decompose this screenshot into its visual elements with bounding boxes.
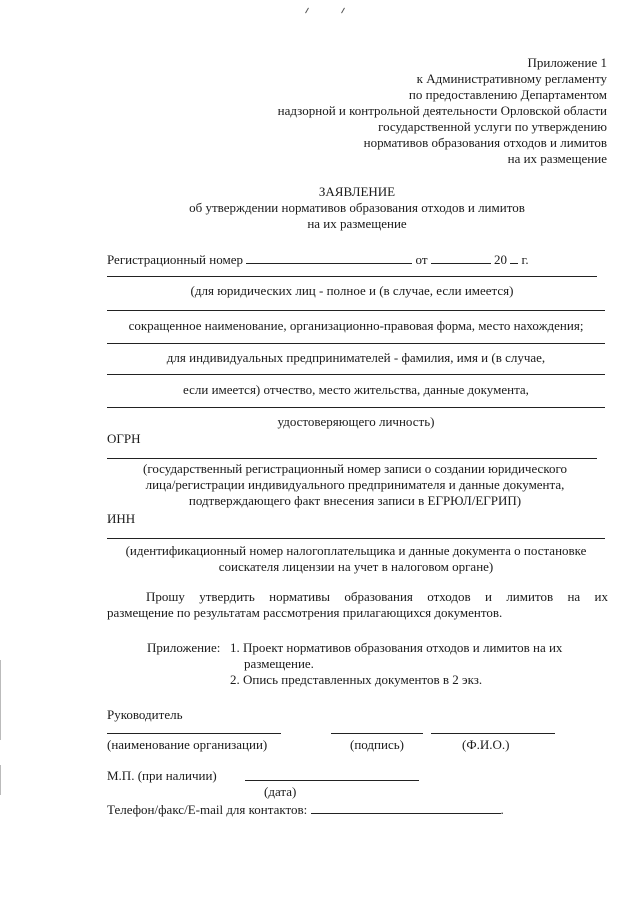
registration-date-field[interactable] <box>431 251 491 264</box>
ogrn-hint: лица/регистрации индивидуального предпринимателя и данные документа, <box>145 477 565 492</box>
ogrn-hint: (государственный регистрационный номер записи о создании юридического <box>143 461 567 476</box>
appendix-line: нормативов образования отходов и лимитов <box>363 135 607 150</box>
attachment-item: 1. Проект нормативов образования отходов и лимитов на их <box>230 640 563 655</box>
request-text: размещение по результатам рассмотрения прилагающихся документов. <box>107 605 503 620</box>
registration-year-field[interactable] <box>510 251 518 264</box>
appendix-line: к Административному регламенту <box>416 71 607 86</box>
doc-subtitle: об утверждении нормативов образования отходов и лимитов <box>189 200 525 215</box>
organization-hint: (наименование организации) <box>107 737 268 752</box>
contacts-label: Телефон/факс/E-mail для контактов: <box>107 802 308 817</box>
signature-hint: (подпись) <box>350 737 404 752</box>
doc-title: ЗАЯВЛЕНИЕ <box>318 184 396 199</box>
ogrn-label: ОГРН <box>107 431 141 446</box>
appendix-line: на их размещение <box>507 151 607 166</box>
registration-from-label: от <box>415 252 428 267</box>
fio-field[interactable] <box>431 733 555 734</box>
attachment-item: 2. Опись представленных документов в 2 экз. <box>230 672 483 687</box>
applicant-hint: если имеется) отчество, место жительства, данные документа, <box>183 382 529 397</box>
registration-label: Регистрационный номер <box>107 252 243 267</box>
contacts-row <box>107 801 504 817</box>
date-hint: (дата) <box>264 784 297 799</box>
appendix-line: надзорной и контрольной деятельности Орловской области <box>277 103 607 118</box>
contacts-period: . <box>500 802 504 817</box>
date-field[interactable] <box>245 780 419 781</box>
ogrn-hint: подтверждающего факт внесения записи в ЕГРЮЛ/ЕГРИП) <box>188 493 522 508</box>
applicant-name-field[interactable] <box>107 374 605 375</box>
attachment-item: размещение. <box>244 656 314 671</box>
applicant-hint: для индивидуальных предпринимателей - фамилия, имя и (в случае, <box>166 350 546 365</box>
inn-hint: (идентификационный номер налогоплательщика и данные документа о постановке <box>125 543 587 558</box>
appendix-line: государственной услуги по утверждению <box>378 119 607 134</box>
organization-field[interactable] <box>107 733 281 734</box>
registration-row <box>107 251 529 267</box>
scan-edge <box>0 660 1 740</box>
doc-subtitle: на их размещение <box>307 216 407 231</box>
scan-edge <box>0 765 1 795</box>
inn-label: ИНН <box>107 511 136 526</box>
stamp-label: М.П. (при наличии) <box>107 768 217 783</box>
applicant-name-field[interactable] <box>107 310 605 311</box>
applicant-name-field[interactable] <box>107 276 597 277</box>
scan-mark <box>341 8 345 14</box>
registration-number-field[interactable] <box>246 251 412 264</box>
signature-field[interactable] <box>331 733 423 734</box>
inn-field[interactable] <box>107 538 605 539</box>
appendix-line: Приложение 1 <box>527 55 607 70</box>
contacts-field[interactable] <box>311 801 501 814</box>
applicant-name-field[interactable] <box>107 407 605 408</box>
head-label: Руководитель <box>107 707 183 722</box>
registration-year-prefix: 20 <box>494 252 507 267</box>
scan-mark <box>305 8 309 14</box>
attachments-label: Приложение: <box>147 640 221 655</box>
applicant-hint: удостоверяющего личность) <box>277 414 435 429</box>
applicant-hint: (для юридических лиц - полное и (в случае, если имеется) <box>190 283 514 298</box>
applicant-hint: сокращенное наименование, организационно-правовая форма, место нахождения; <box>128 318 584 333</box>
appendix-line: по предоставлению Департаментом <box>408 87 607 102</box>
ogrn-field[interactable] <box>107 458 597 459</box>
applicant-name-field[interactable] <box>107 343 605 344</box>
fio-hint: (Ф.И.О.) <box>462 737 510 752</box>
inn-hint: соискателя лицензии на учет в налоговом органе) <box>218 559 494 574</box>
request-text: Прошу утвердить нормативы образования отходов и лимитов на их <box>146 589 608 604</box>
registration-year-suffix: г. <box>521 252 529 267</box>
